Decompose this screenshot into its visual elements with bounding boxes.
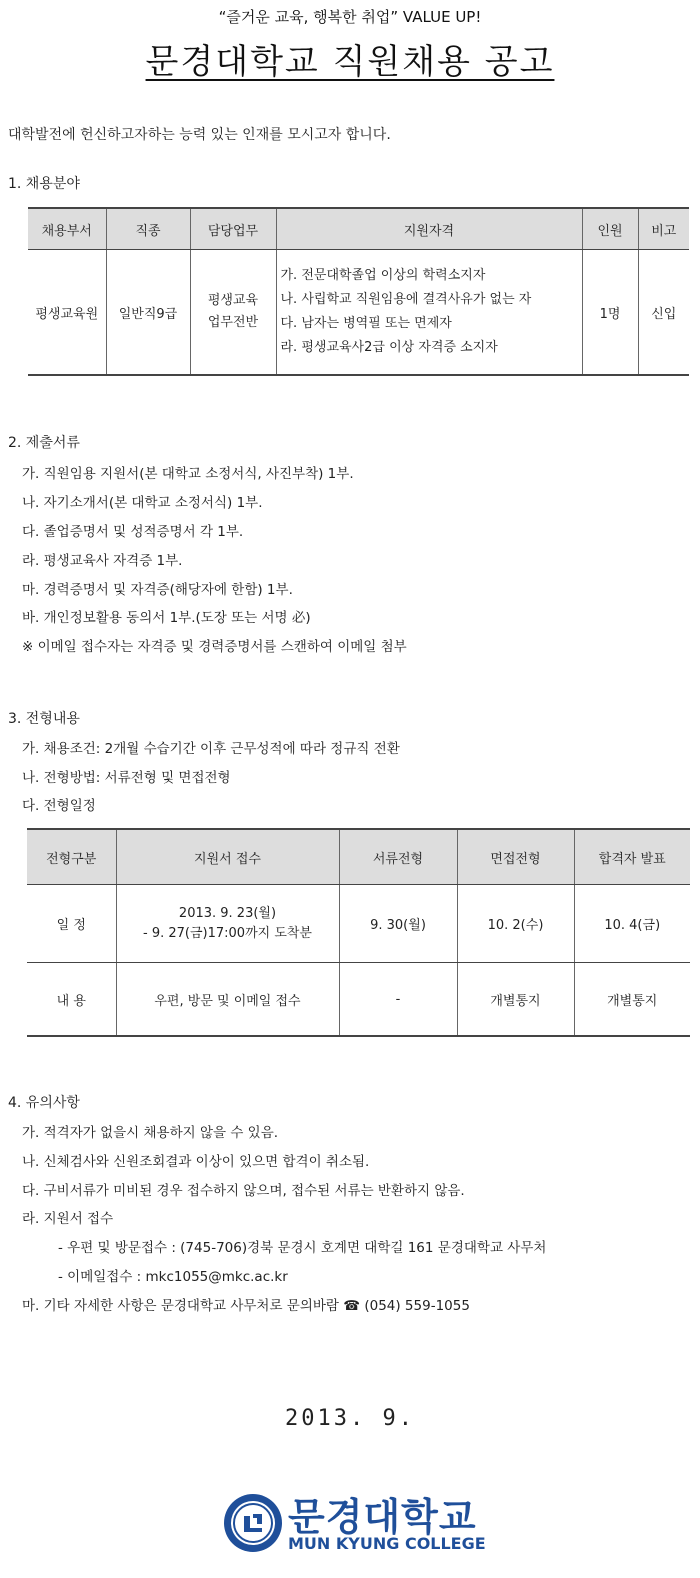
col-header: 지원서 접수 [116,829,339,885]
col-header: 면접전형 [457,829,574,885]
col-header: 서류전형 [339,829,457,885]
apply-period-line: 2013. 9. 23(월) [178,905,277,921]
list-item: 라. 지원서 접수 [22,1211,114,1227]
list-item: 바. 개인정보활용 동의서 1부.(도장 또는 서명 必) [22,610,311,626]
col-header: 비고 [638,208,689,250]
list-item: 나. 자기소개서(본 대학교 소정서식) 1부. [22,495,263,511]
doc-date-cell: 9. 30(월) [339,885,457,963]
doc-content-cell: - [339,963,457,1037]
interview-date-cell: 10. 2(수) [457,885,574,963]
duty-text: 평생교육 업무전반 [207,293,259,330]
list-item: 다. 졸업증명서 및 성적증명서 각 1부. [22,524,244,540]
college-emblem-icon [222,1492,284,1554]
apply-period-line: - 9. 27(금)17:00까지 도착분 [143,925,312,941]
list-item: 다. 전형일정 [22,798,96,814]
recruit-table [28,207,689,376]
announcement-date: 2013. 9. [285,1406,415,1431]
table-row [28,250,689,376]
row-label: 일 정 [27,885,116,963]
list-item: 마. 경력증명서 및 자격증(해당자에 한함) 1부. [22,582,293,598]
section2-heading: 2. 제출서류 [8,435,80,451]
type-cell: 일반직9급 [106,250,190,376]
section3-heading: 3. 전형내용 [8,711,80,727]
sub-list-item: - 이메일접수 : mkc1055@mkc.ac.kr [58,1269,288,1285]
section1-heading: 1. 채용분야 [8,176,80,192]
logo-name: 문경대학교 [288,1495,477,1539]
list-item: 마. 기타 자세한 사항은 문경대학교 사무처로 문의바람 ☎ (054) 559-1055 [22,1298,470,1314]
interview-content-cell: 개별통지 [457,963,574,1037]
dept-cell: 평생교육원 [28,250,106,376]
list-item: 라. 평생교육사 자격증 1부. [22,553,183,569]
table-header-row [28,208,689,250]
row-label: 내 용 [27,963,116,1037]
page-title [0,34,700,83]
list-item: 가. 직원임용 지원서(본 대학교 소정서식, 사진부착) 1부. [22,466,354,482]
list-item: ※ 이메일 접수자는 자격증 및 경력증명서를 스캔하여 이메일 첨부 [22,639,407,655]
result-date-cell: 10. 4(금) [574,885,690,963]
college-logo [222,1488,502,1558]
apply-method-cell: 우편, 방문 및 이메일 접수 [116,963,339,1037]
table-header-row [27,829,690,885]
sub-list-item: - 우편 및 방문접수 : (745-706)경북 문경시 호계면 대학길 161 문경대학교 사무처 [58,1240,547,1256]
list-item: 가. 적격자가 없을시 채용하지 않을 수 있음. [22,1125,279,1141]
col-header: 채용부서 [28,208,106,250]
col-header: 합격자 발표 [574,829,690,885]
qualification-item: 나. 사립학교 직원임용에 결격사유가 없는 자 [280,292,532,307]
intro-text: 대학발전에 헌신하고자하는 능력 있는 인재를 모시고자 합니다. [8,127,391,143]
list-item: 나. 신체검사와 신원조회결과 이상이 있으면 합격이 취소됨. [22,1154,370,1170]
col-header: 담당업무 [190,208,276,250]
section4-heading: 4. 유의사항 [8,1095,80,1111]
qualification-cell [276,250,582,376]
list-item: 다. 구비서류가 미비된 경우 접수하지 않으며, 접수된 서류는 반환하지 않음. [22,1183,465,1199]
table-row [27,963,690,1037]
table-row [27,885,690,963]
list-item: 나. 전형방법: 서류전형 및 면접전형 [22,770,231,786]
qualification-item: 다. 남자는 병역필 또는 면제자 [280,316,452,331]
col-header: 전형구분 [27,829,116,885]
note-cell: 신입 [638,250,689,376]
col-header: 인원 [582,208,638,250]
qualification-item: 라. 평생교육사2급 이상 자격증 소지자 [280,340,498,355]
slogan: “즐거운 교육, 행복한 취업” VALUE UP! [218,8,482,26]
duty-cell [190,250,276,376]
col-header: 직종 [106,208,190,250]
list-item: 가. 채용조건: 2개월 수습기간 이후 근무성적에 따라 정규직 전환 [22,741,400,757]
count-cell: 1명 [582,250,638,376]
col-header: 지원자격 [276,208,582,250]
result-content-cell: 개별통지 [574,963,690,1037]
logo-english: MUN KYUNG COLLEGE [288,1534,486,1553]
qualification-item: 가. 전문대학졸업 이상의 학력소지자 [280,268,486,283]
schedule-table [27,828,690,1037]
page-title-text: 문경대학교 직원채용 공고 [145,42,555,82]
apply-period-cell [116,885,339,963]
